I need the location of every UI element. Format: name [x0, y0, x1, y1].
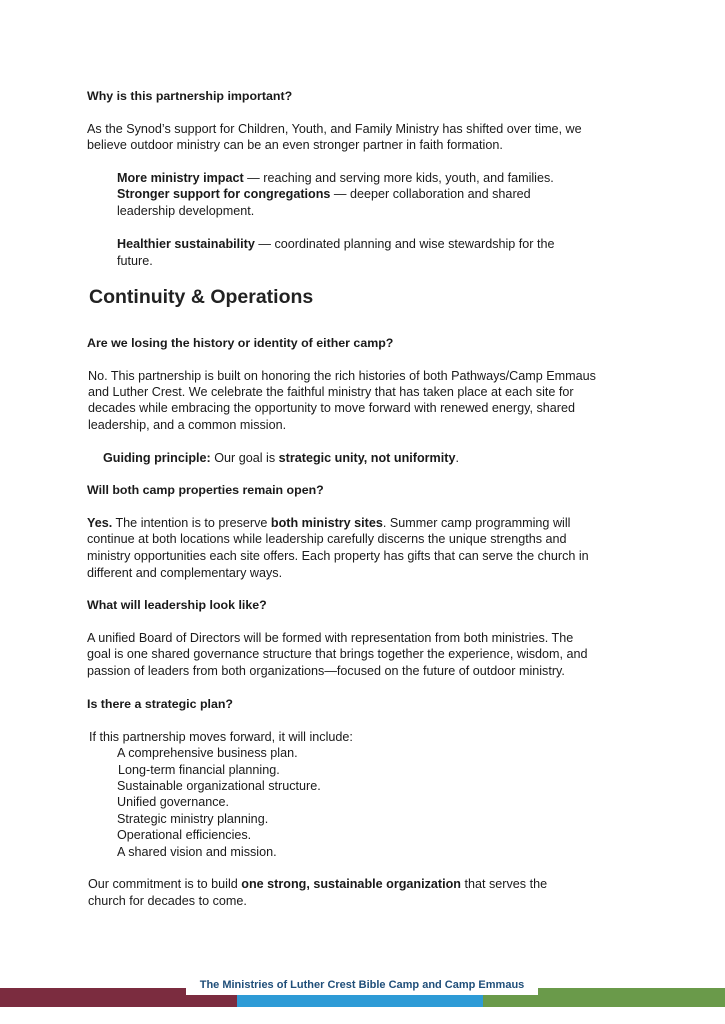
intro-line-1: As the Synod’s support for Children, Youth, and Family Ministry has shifted over time, we [87, 122, 582, 136]
commitment-line-2: church for decades to come. [88, 894, 247, 908]
point-sustainability: Healthier sustainability — coordinated planning and wise stewardship for the [117, 237, 555, 251]
commitment-line-1: Our commitment is to build one strong, sustainable organization that serves the [88, 877, 548, 891]
point-ministry-impact: More ministry impact — reaching and serving more kids, youth, and families. [117, 171, 554, 185]
plan-item: A shared vision and mission. [117, 845, 277, 859]
point-support-congregations-cont: leadership development. [117, 204, 255, 218]
section-heading: Continuity & Operations [89, 286, 314, 308]
properties-line-2: continue at both locations while leadership carefully discerns the unique strengths and [87, 532, 567, 546]
footer-label: The Ministries of Luther Crest Bible Camp and Camp Emmaus [186, 975, 538, 995]
properties-line-1: Yes. The intention is to preserve both ministry sites. Summer camp programming will [87, 516, 571, 530]
point-sustainability-cont: future. [117, 254, 153, 268]
history-line-2: and Luther Crest. We celebrate the faithful ministry that has taken place at each site for [88, 385, 574, 399]
guiding-principle: Guiding principle: Our goal is strategic unity, not uniformity. [103, 451, 459, 465]
leadership-line-1: A unified Board of Directors will be formed with representation from both ministries. The [87, 631, 574, 645]
point-support-congregations: Stronger support for congregations — deeper collaboration and shared [117, 187, 531, 201]
properties-line-4: different and complementary ways. [87, 566, 283, 580]
leadership-line-3: passion of leaders from both organizations—focused on the future of outdoor ministry. [87, 664, 565, 678]
plan-item: Operational efficiencies. [117, 828, 252, 842]
plan-item: Long-term financial planning. [118, 763, 280, 777]
plan-item: Strategic ministry planning. [117, 812, 269, 826]
plan-item: Sustainable organizational structure. [117, 779, 321, 793]
question-leadership: What will leadership look like? [87, 598, 267, 612]
plan-intro: If this partnership moves forward, it will include: [89, 730, 353, 744]
question-properties: Will both camp properties remain open? [87, 483, 324, 497]
question-history: Are we losing the history or identity of either camp? [87, 336, 394, 350]
properties-line-3: ministry opportunities each site offers. Each property has gifts that can serve the church in [87, 549, 589, 563]
intro-line-2: believe outdoor ministry can be an even stronger partner in faith formation. [87, 138, 503, 152]
leadership-line-2: goal is one shared governance structure that brings together the experience, wisdom, and [87, 647, 588, 661]
question-strategic-plan: Is there a strategic plan? [87, 697, 233, 711]
plan-item: A comprehensive business plan. [117, 746, 298, 760]
history-line-4: leadership, and a common mission. [88, 418, 287, 432]
history-line-3: decades while embracing the opportunity to move forward with renewed energy, shared [88, 401, 575, 415]
plan-item: Unified governance. [117, 795, 230, 809]
question-why-important: Why is this partnership important? [87, 89, 293, 103]
history-line-1: No. This partnership is built on honoring the rich histories of both Pathways/Camp Emmaus [88, 369, 596, 383]
